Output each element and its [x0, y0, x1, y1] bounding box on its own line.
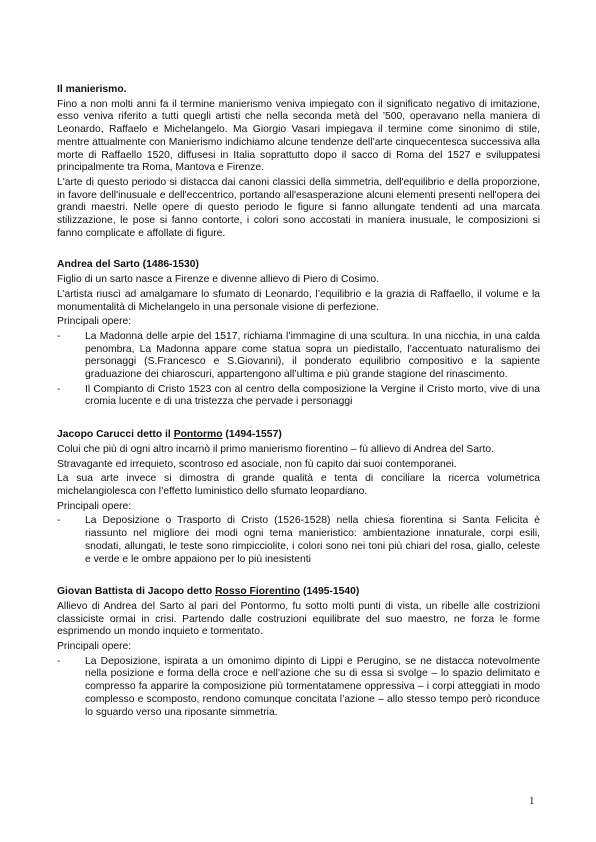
list-dash: - [57, 515, 61, 527]
list-dash: - [57, 330, 61, 342]
paragraph: Principali opere: [57, 500, 132, 512]
heading-underlined: Rosso Fiorentino [215, 586, 301, 598]
paragraph: La sua arte invece si dimostra di grande qualità e tenta di conciliare la ricerca volumetrica michelangiolesca con l’effetto luministico dello sfumato leopardiano. [57, 473, 540, 497]
paragraph: Fino a non molti anni fa il termine manierismo veniva impiegato con il significato negativo di imitazione, esso veniva riferito a tutti quegli artisti che nella seconda metà del ’500, operavano nella maniera di Leonardo, Raffaelo e Michelangelo. Ma Giorgio Vasari impiegava il termine come sinonimo di stile, mentre attualmente con Manierismo indichiamo alcune tendenze dell’arte cinquecentesca successiva alla morte di Raffaello 1520, diffusesi in Italia soprattutto dopo il sacco di Roma del 1527 e sviluppatesi principalmente tra Roma, Mantova e Firenze. [57, 98, 540, 174]
list-item-text: La Madonna delle arpie del 1517, richiama l’immagine di una scultura. In una nicchia, in una calda penombra, La Madonna appare come statua sopra un piedistallo, l’accentuato naturalismo dei personaggi (S.Francesco e S.Giovanni), il ponderato equilibrio compositivo e la sapiente graduazione dei chiaroscuri, appartengono all’ultima e più grande stagione del rinascimento. [85, 330, 540, 381]
paragraph: Stravagante ed irrequieto, scontroso ed asociale, non fù capito dai suoi contemporanei. [57, 458, 457, 470]
heading-underlined: Pontormo [173, 429, 223, 441]
paragraph: Allievo di Andrea del Sarto al pari del Pontormo, fu sotto molti punti di vista, un ribelle alle costrizioni classiciste ormai in crisi. Partendo dalle costruzioni equilibrate del suo maestro, ne forza le forme esprimendo un mondo inquieto e tormentato. [57, 600, 540, 638]
paragraph: Figlio di un sarto nasce a Firenze e divenne allievo di Piero di Cosimo. [57, 274, 379, 286]
page-number: 1 [529, 795, 535, 807]
list-item-text: La Deposizione, ispirata a un omonimo dipinto di Lippi e Perugino, se ne distacca notevolmente nella posizione e forma della croce e nell’azione che su di essa si svolge – lo spazio delimitato e compresso fa apparire la composizione più tormentatamene oppressiva – i corpi atteggiati in modo complesso e scomposto, rendono comunque concitata l’azione – allo stesso tempo però riconduce lo sguardo verso una riposante simmetria. [85, 655, 540, 718]
list-item [57, 331, 540, 382]
list-item-text: Il Compianto di Cristo 1523 con al centro della composizione la Vergine il Cristo morto, vive di una cromia lucente e di una tristezza che pervade i personaggi [85, 383, 540, 408]
paragraph: Principali opere: [57, 316, 132, 328]
list-item [57, 515, 540, 566]
heading-dates: (1494-1557) [222, 429, 282, 441]
list-item [57, 656, 540, 720]
section-heading: Andrea del Sarto (1486-1530) [57, 259, 199, 271]
paragraph: L'arte di questo periodo si distacca dai canoni classici della simmetria, dell'equilibrio e della proporzione, in favore dell'inusuale e dell'eccentrico, portando all'esasperazione alcuni elementi presenti nell'opera dei grandi maestri. Nelle opere di questo periodo le figure si fanno allungate tendenti ad una marcata stilizzazione, le pose si fanno contorte, i colori sono accostati in maniera inusuale, le composizioni si fanno complicate e affollate di figure. [57, 176, 540, 239]
document-page [57, 84, 540, 721]
heading-dates: (1495-1540) [300, 586, 360, 598]
list-dash: - [57, 655, 61, 667]
section-heading [57, 429, 540, 442]
heading-text: Giovan Battista di Jacopo detto [57, 586, 216, 598]
paragraph: L’artista riuscì ad amalgamare lo sfumato di Leonardo, l’equilibrio e la grazia di Raffaello, il volume e la monumentalità di Michelangelo in una personale visione di perfezione. [57, 288, 540, 313]
heading-text: Jacopo Carucci detto il [57, 429, 174, 441]
list-dash: - [57, 383, 61, 395]
list-item [57, 384, 540, 409]
section-heading [57, 586, 540, 599]
paragraph: Principali opere: [57, 641, 132, 653]
section-heading: Il manierismo. [57, 84, 127, 95]
paragraph: Colui che più di ogni altro incarnò il primo manierismo fiorentino – fù allievo di Andrea del Sarto. [57, 443, 494, 455]
list-item-text: La Deposizione o Trasporto di Cristo (1526-1528) nella chiesa fiorentina si Santa Felicita è riassunto nel migliore dei modi ogni tema manieristico: ambientazione innaturale, corpi esili, snodati, allungati, le teste sono rimpicciolite, i colori sono nei toni più chiari del rosa, giallo, celeste e verde e le ombre appaiono per lo più inesistenti [85, 515, 540, 565]
